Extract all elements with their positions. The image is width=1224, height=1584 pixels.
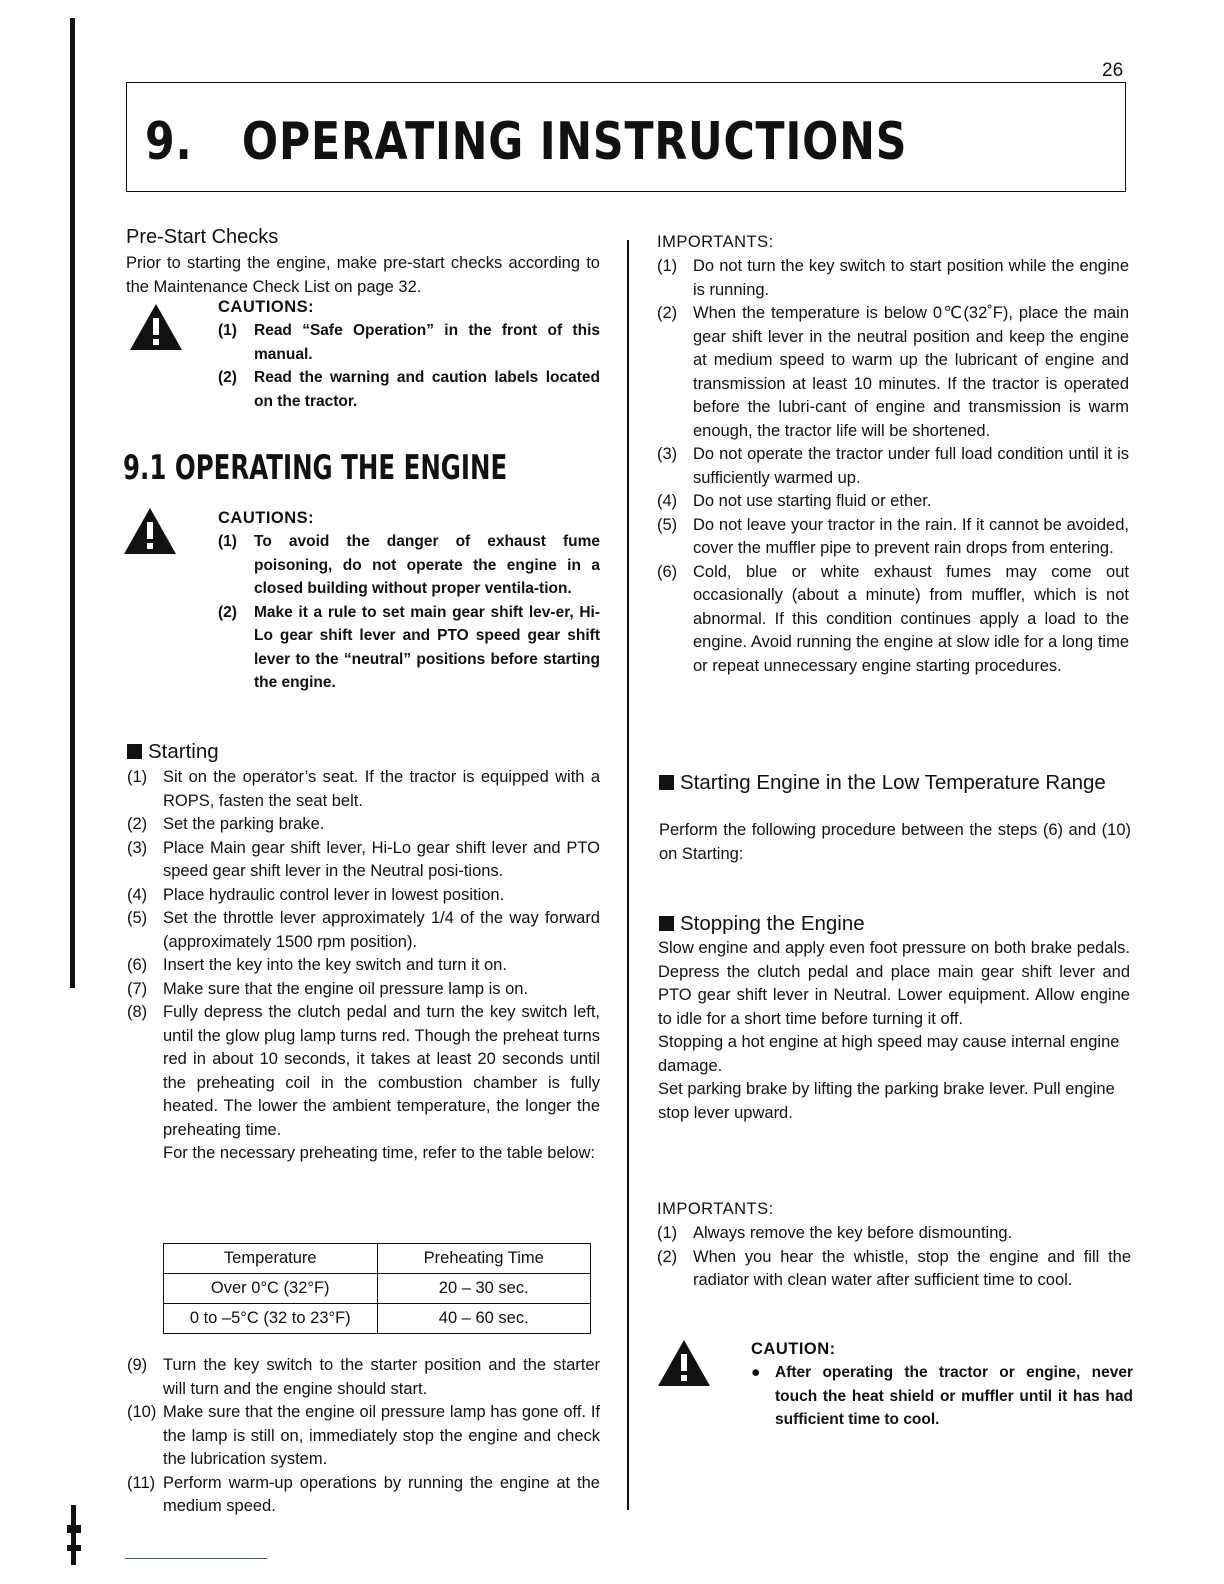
list-item xyxy=(657,302,1129,443)
stopping-paragraph: Slow engine and apply even foot pressure on both brake pedals. Depress the clutch pedal and place main gear shift lever and PTO gear shift lever in Neutral. Lower equipment. Allow engine to idle for a short time before turning it off. xyxy=(658,939,1130,1028)
item-text: Read “Safe Operation” in the front of this manual. xyxy=(254,322,600,363)
square-bullet-icon xyxy=(659,916,674,931)
table-header-cell: Temperature xyxy=(164,1244,378,1274)
item-text: Do not use starting fluid or ether. xyxy=(693,492,932,510)
starting-heading-text: Starting xyxy=(148,740,219,763)
chapter-title-text: OPERATING INSTRUCTIONS xyxy=(241,112,908,172)
item-number: (4) xyxy=(127,885,148,904)
item-number: (9) xyxy=(127,1356,148,1374)
prestart-body: Prior to starting the engine, make pre-start checks according to the Maintenance Check List on page 32. xyxy=(126,254,600,296)
item-text: Read the warning and caution labels located on the tractor. xyxy=(254,369,600,410)
list-item xyxy=(657,514,1129,561)
item-text: Do not turn the key switch to start position while the engine is running. xyxy=(693,257,1129,299)
table-row xyxy=(164,1274,591,1304)
importants-title: IMPORTANTS: xyxy=(657,233,774,251)
item-number: (5) xyxy=(657,515,678,534)
item-number: (1) xyxy=(218,322,237,339)
list-item-continuation xyxy=(127,1142,600,1166)
prestart-heading: Pre-Start Checks xyxy=(126,226,279,248)
final-caution-item xyxy=(751,1361,1133,1432)
item-number: (3) xyxy=(657,445,678,463)
item-text: Do not leave your tractor in the rain. If it cannot be avoided, cover the muffler pipe to prevent rain drops from entering. xyxy=(693,515,1129,557)
prestart-cautions xyxy=(218,298,600,413)
item-number: (1) xyxy=(127,768,148,786)
engine-caution-item xyxy=(218,530,600,601)
item-text: After operating the tractor or engine, never touch the heat shield or muffler until it has had sufficient time to cool. xyxy=(775,1364,1133,1428)
item-number: (2) xyxy=(657,1247,678,1266)
list-item xyxy=(657,255,1129,302)
item-number: (1) xyxy=(218,533,237,550)
table-header-cell: Preheating Time xyxy=(377,1244,591,1274)
item-number: (6) xyxy=(127,956,148,974)
chapter-title xyxy=(145,112,907,172)
list-item xyxy=(127,766,600,813)
list-item xyxy=(127,978,600,1002)
item-text: When you hear the whistle, stop the engine and fill the radiator with clean water after sufficient time to cool. xyxy=(693,1247,1131,1289)
stopping-heading xyxy=(659,912,865,936)
list-item xyxy=(657,1222,1131,1246)
item-text: To avoid the danger of exhaust fume poisoning, do not operate the engine in a closed building without proper ventila-tion. xyxy=(254,533,600,597)
square-bullet-icon xyxy=(127,744,142,759)
item-text: Place hydraulic control lever in lowest position. xyxy=(163,885,505,904)
lowtemp-heading xyxy=(659,771,1129,795)
engine-cautions xyxy=(218,509,600,695)
item-text: For the necessary preheating time, refer to the table below: xyxy=(163,1144,595,1162)
item-number: (10) xyxy=(127,1403,157,1421)
list-item xyxy=(657,1246,1131,1293)
list-item xyxy=(657,490,1129,514)
list-item xyxy=(657,561,1129,679)
table-row xyxy=(164,1304,591,1334)
list-item xyxy=(127,884,600,908)
starting-heading xyxy=(127,740,219,764)
stopping-paragraph: Set parking brake by lifting the parking brake lever. Pull engine stop lever upward. xyxy=(658,1080,1115,1122)
footer-rule xyxy=(125,1558,267,1559)
item-text: Insert the key into the key switch and turn it on. xyxy=(163,956,507,974)
item-number: (1) xyxy=(657,257,678,275)
table-cell: 0 to –5°C (32 to 23°F) xyxy=(164,1304,378,1334)
section-title: 9.1 OPERATING THE ENGINE xyxy=(123,448,508,488)
table-cell: 20 – 30 sec. xyxy=(377,1274,591,1304)
item-number: (3) xyxy=(127,838,148,857)
list-item xyxy=(127,907,600,954)
list-item xyxy=(127,1354,600,1401)
item-text: Perform warm-up operations by running the engine at the medium speed. xyxy=(163,1473,600,1515)
item-text: Set the parking brake. xyxy=(163,815,325,833)
list-item xyxy=(127,954,600,978)
column-divider xyxy=(627,240,629,1510)
warning-triangle-icon xyxy=(122,506,178,556)
chapter-number: 9. xyxy=(145,112,193,172)
item-number: (1) xyxy=(657,1224,678,1242)
stopping-heading-text: Stopping the Engine xyxy=(680,912,865,935)
item-number: (2) xyxy=(218,603,237,621)
item-text: Make sure that the engine oil pressure lamp is on. xyxy=(163,979,529,998)
stopping-paragraph: Stopping a hot engine at high speed may cause internal engine damage. xyxy=(658,1033,1120,1075)
prestart-caution-title: CAUTIONS: xyxy=(218,298,315,316)
bullet-icon: ● xyxy=(751,1364,761,1381)
list-item xyxy=(127,1401,600,1472)
list-item xyxy=(127,1472,600,1519)
margin-bar xyxy=(70,18,75,988)
item-number: (8) xyxy=(127,1003,148,1021)
lowtemp-body: Perform the following procedure between the steps (6) and (10) on Starting: xyxy=(659,821,1131,863)
warning-triangle-icon xyxy=(656,1338,712,1388)
item-text: Make it a rule to set main gear shift lev-er, Hi-Lo gear shift lever and PTO speed gear shift lever to the “neutral” positions before starting the engine. xyxy=(254,603,600,691)
item-number: (6) xyxy=(657,562,678,581)
final-caution xyxy=(751,1340,1133,1432)
table-cell: 40 – 60 sec. xyxy=(377,1304,591,1334)
item-text: Sit on the operator’s seat. If the tractor is equipped with a ROPS, fasten the seat belt. xyxy=(163,768,600,810)
table-header-row xyxy=(164,1244,591,1274)
binding-mark-icon xyxy=(67,1505,81,1565)
page-number: 26 xyxy=(1102,60,1124,81)
importants-list xyxy=(657,255,1129,678)
item-number: (2) xyxy=(657,304,678,322)
warning-triangle-icon xyxy=(128,302,184,352)
preheating-table xyxy=(163,1243,591,1334)
item-text: Turn the key switch to the starter position and the starter will turn and the engine should start. xyxy=(163,1356,600,1398)
item-text: Place Main gear shift lever, Hi-Lo gear shift lever and PTO speed gear shift lever in the Neutral posi-tions. xyxy=(163,838,600,880)
item-text: Fully depress the clutch pedal and turn the key switch left, until the glow plug lamp turns red. Though the preheat turns red in about 10 seconds, it takes at least 20 seconds until the preheating coil in the combustion chamber is fully heated. The lower the ambient temperature, the longer the preheating time. xyxy=(163,1003,600,1139)
starting-steps-after xyxy=(127,1354,600,1519)
starting-steps xyxy=(127,766,600,1166)
list-item xyxy=(127,813,600,837)
item-text: Always remove the key before dismounting. xyxy=(693,1224,1013,1242)
list-item xyxy=(127,837,600,884)
item-text: Cold, blue or white exhaust fumes may come out occasionally (about a minute) from muffler, which is not abnormal. If this condition continues apply a load to the engine. Avoid running the engine at slow idle for a long time or repeat unnecessary engine starting procedures. xyxy=(693,562,1129,675)
prestart-caution-item xyxy=(218,366,600,413)
importants-title: IMPORTANTS: xyxy=(657,1200,774,1218)
list-item xyxy=(127,1001,600,1142)
item-number: (7) xyxy=(127,979,148,998)
square-bullet-icon xyxy=(659,775,674,790)
item-text: Make sure that the engine oil pressure lamp has gone off. If the lamp is still on, immediately stop the engine and check the lubrication system. xyxy=(163,1403,600,1468)
item-number: (2) xyxy=(127,815,148,833)
lowtemp-heading-text: Starting Engine in the Low Temperature Range xyxy=(680,771,1106,794)
engine-caution-title: CAUTIONS: xyxy=(218,509,315,527)
item-number: (5) xyxy=(127,909,148,927)
item-number: (4) xyxy=(657,492,678,510)
prestart-caution-item xyxy=(218,319,600,366)
item-number: (11) xyxy=(127,1473,156,1492)
item-number: (2) xyxy=(218,369,237,386)
final-caution-title: CAUTION: xyxy=(751,1340,836,1358)
table-cell: Over 0°C (32°F) xyxy=(164,1274,378,1304)
stopping-body xyxy=(658,937,1130,1125)
item-text: Set the throttle lever approximately 1/4 of the way forward (approximately 1500 rpm position). xyxy=(163,909,600,951)
importants-list xyxy=(657,1222,1131,1293)
item-text: When the temperature is below 0℃(32˚F), place the main gear shift lever in the neutral position and keep the engine at medium speed to warm up the lubricant of engine and transmission at least 10 minutes. If the tractor is operated before the lubri-cant of engine and transmission is warm enough, the tractor life will be shortened. xyxy=(693,304,1129,440)
item-text: Do not operate the tractor under full load condition until it is sufficiently warmed up. xyxy=(693,445,1129,487)
list-item xyxy=(657,443,1129,490)
engine-caution-item xyxy=(218,601,600,695)
